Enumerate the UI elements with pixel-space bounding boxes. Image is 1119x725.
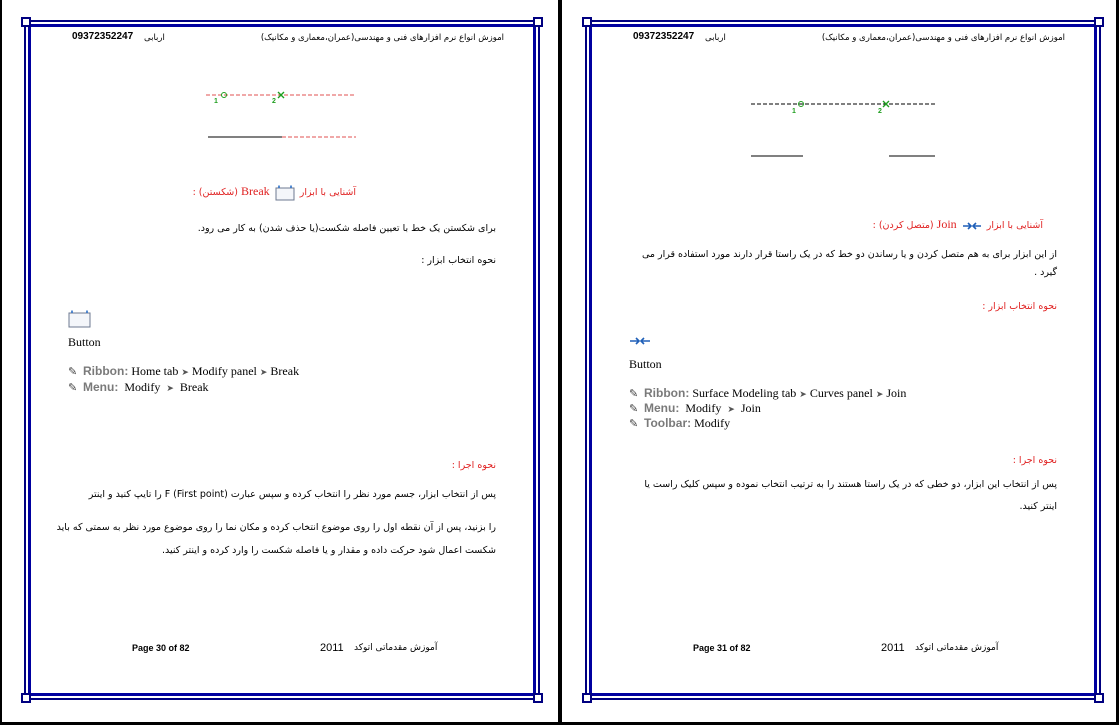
join-diagram <box>749 94 939 160</box>
arrow-icon: ➤ <box>799 389 807 399</box>
arrow-icon: ➤ <box>166 383 174 393</box>
border-corner <box>1094 693 1104 703</box>
border-corner <box>1094 17 1104 27</box>
access-key: Menu: <box>644 401 680 415</box>
point-2-label: 2 <box>878 108 882 115</box>
border-corner <box>582 17 592 27</box>
pencil-icon: ✎ <box>629 388 639 400</box>
access-path-item: Curves panel <box>809 386 873 400</box>
header-phone: 09372352247 <box>72 31 134 42</box>
heading-suffix: (متصل کردن) : <box>872 220 934 231</box>
heading-prefix: آشنایی با ابزار <box>986 220 1043 231</box>
selection-heading: نحوه انتخاب ابزار : <box>421 255 496 266</box>
access-toolbar <box>629 416 730 431</box>
page-separator <box>558 0 562 725</box>
join-icon <box>629 336 651 346</box>
execution-heading: نحوه اجرا : <box>451 460 496 471</box>
border-corner <box>533 693 543 703</box>
access-path-item: Modify panel <box>191 364 257 378</box>
page-30 <box>24 20 540 700</box>
access-path-item: Surface Modeling tab <box>692 386 797 400</box>
access-path-item: Home tab <box>131 364 179 378</box>
footer-page-number: Page 30 of 82 <box>132 643 190 653</box>
section-heading <box>193 180 356 203</box>
header-title: اموزش انواع نرم افزارهای فنی و مهندسی(عمران،معماری و مکانیک) <box>821 33 1065 43</box>
arrow-icon: ➤ <box>181 367 189 377</box>
access-ribbon <box>629 386 906 401</box>
footer-year: 2011 <box>881 642 905 654</box>
point-1-label: 1 <box>792 108 796 115</box>
border-corner <box>21 693 31 703</box>
access-path-item: Break <box>270 364 300 378</box>
point-1-label: 1 <box>214 98 218 105</box>
arrow-icon: ➤ <box>875 389 884 399</box>
heading-suffix: (شکستن) : <box>192 187 238 198</box>
border-corner <box>582 693 592 703</box>
pencil-icon: ✎ <box>629 418 639 430</box>
access-path-item: Break <box>179 380 209 394</box>
access-key: Ribbon: <box>83 364 129 378</box>
heading-prefix: آشنایی با ابزار <box>299 187 356 198</box>
header-title: اموزش انواع نرم افزارهای فنی و مهندسی(عمران،معماری و مکانیک) <box>260 33 504 43</box>
arrow-icon: ➤ <box>727 404 735 414</box>
header-phone: 09372352247 <box>633 31 695 42</box>
execution-paragraph: پس از انتخاب ابزار، جسم مورد نظر را انتخاب کرده و سپس عبارت F (First point) را تایپ کنید و اینتر <box>88 489 496 500</box>
header-author: اربابی <box>144 33 165 43</box>
tool-description: از این ابزار برای به هم متصل کردن و یا رساندن دو خط که در یک راستا قرار دارند مورد استفاده قرار می گیرد . <box>641 249 1057 279</box>
access-menu <box>68 380 209 395</box>
access-key: Menu: <box>83 380 119 394</box>
heading-tool-name: Break <box>241 184 270 198</box>
access-path-item: Modify <box>685 401 722 415</box>
button-label: Button <box>629 357 662 371</box>
tool-description: برای شکستن یک خط با تعیین فاصله شکست(یا حذف شدن) به کار می رود. <box>197 223 496 234</box>
execution-heading: نحوه اجرا : <box>1012 455 1057 466</box>
break-icon <box>68 310 92 328</box>
access-key: Ribbon: <box>644 386 690 400</box>
footer-course-title: آموزش مقدماتی اتوکد <box>915 643 999 653</box>
access-path-item: Modify <box>124 380 161 394</box>
selection-heading: نحوه انتخاب ابزار : <box>982 301 1057 312</box>
pencil-icon: ✎ <box>68 382 78 394</box>
pencil-icon: ✎ <box>629 403 639 415</box>
access-path-item: Join <box>886 386 907 400</box>
access-path-item: Join <box>740 401 761 415</box>
join-icon <box>962 221 982 231</box>
point-2-label: 2 <box>272 98 276 105</box>
break-icon <box>275 185 295 201</box>
break-diagram <box>204 88 364 143</box>
footer-year: 2011 <box>320 642 344 654</box>
access-menu <box>629 401 761 416</box>
execution-paragraph: را بزنید، پس از آن نقطه اول را روی موضوع انتخاب کرده و مکان نما را روی موضوع مورد نظر به سمتی که باید شکست اعمال شود حرکت داده و مقدار و یا فاصله شکست را وارد کرده و اینتر کنید. <box>56 522 496 556</box>
access-key: Toolbar: <box>644 416 692 430</box>
viewer-edge-left <box>0 0 2 725</box>
footer-page-number: Page 31 of 82 <box>693 643 751 653</box>
header-author: اربابی <box>705 33 726 43</box>
pencil-icon: ✎ <box>68 366 78 378</box>
execution-paragraph: پس از انتخاب این ابزار، دو خطی که در یک راستا هستند را به ترتیب انتخاب نموده و سپس کلیک راست یا اینتر کنید. <box>644 479 1057 512</box>
button-label: Button <box>68 335 101 349</box>
footer-course-title: آموزش مقدماتی اتوکد <box>354 643 438 653</box>
border-corner <box>21 17 31 27</box>
access-path-item: Modify <box>694 416 731 430</box>
page-31 <box>585 20 1101 700</box>
border-corner <box>533 17 543 27</box>
section-heading <box>873 213 1043 236</box>
access-ribbon <box>68 364 299 379</box>
arrow-icon: ➤ <box>259 367 268 377</box>
heading-tool-name: Join <box>936 217 957 231</box>
